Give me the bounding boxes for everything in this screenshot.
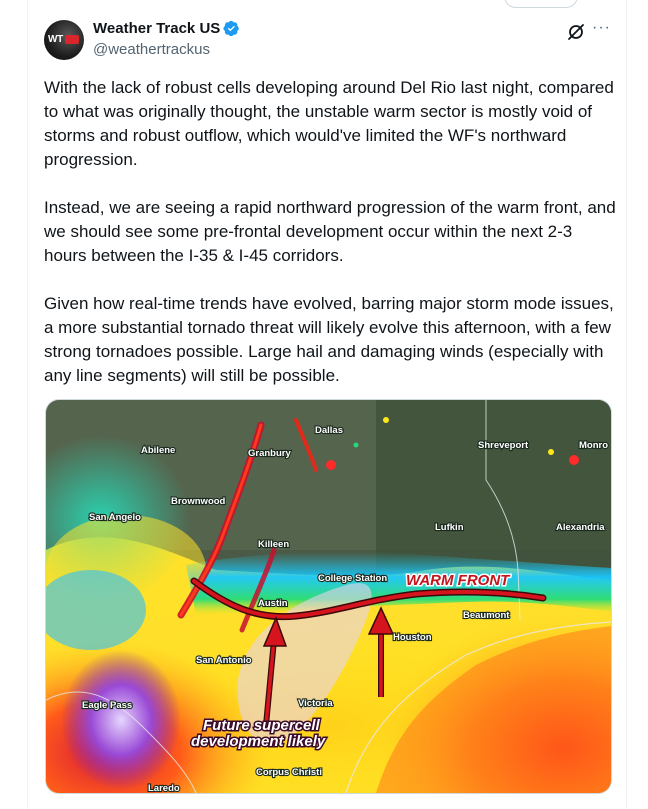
timeline-border-left — [27, 0, 28, 809]
author-name-row[interactable] — [93, 20, 240, 37]
map-label-alexandria: Alexandria — [556, 522, 605, 533]
map-label-corpus-christi: Corpus Christi — [256, 767, 322, 778]
map-label-college-station: College Station — [318, 573, 388, 584]
display-name[interactable]: Weather Track US — [93, 20, 221, 37]
more-icon[interactable]: ··· — [592, 19, 611, 36]
grok-icon[interactable] — [566, 22, 586, 42]
map-label-brownwood: Brownwood — [171, 496, 226, 507]
map-label-san-antonio: San Antonio — [196, 655, 252, 666]
map-label-killeen: Killeen — [258, 539, 290, 550]
map-label-austin: Austin — [258, 598, 288, 609]
map-label-dallas: Dallas — [315, 425, 343, 436]
weather-map — [46, 400, 611, 793]
avatar-logo-accent — [65, 35, 79, 44]
map-label-abilene: Abilene — [141, 445, 176, 456]
map-label-eagle-pass: Eagle Pass — [82, 700, 133, 711]
avatar-logo-text: WT — [48, 34, 63, 45]
map-label-san-angelo: San Angelo — [89, 512, 141, 523]
map-label-laredo: Laredo — [148, 783, 180, 793]
avatar[interactable] — [44, 20, 84, 60]
map-label-shreveport: Shreveport — [478, 440, 529, 451]
map-label-monroe: Monro — [579, 440, 609, 451]
map-label-lufkin: Lufkin — [435, 522, 464, 533]
handle[interactable]: @weathertrackus — [93, 41, 210, 58]
map-label-granbury: Granbury — [248, 448, 291, 459]
show-more-pill[interactable] — [504, 0, 578, 8]
map-label-beaumont: Beaumont — [463, 610, 510, 621]
warm-front-label: WARM FRONT — [406, 572, 510, 589]
map-label-victoria: Victoria — [298, 698, 333, 709]
tweet-text: With the lack of robust cells developing around Del Rio last night, compared to what was originally thought, the unstable warm sector is mostly void of storms and robust outflow, which would've limited the WF's northward progression. Instead, we are seeing a rapid northward progression of the warm front, and we should see some pre-frontal development occur within the next 2-3 hours between the I-35 & I-45 corridors. Given how real-time trends have evolved, barring major storm mode issues, a more substantial tornado threat will likely evolve this afternoon, with a few strong tornadoes possible. Large hail and damaging winds (especially with any line segments) will still be possible. — [44, 78, 616, 385]
timeline-border-right — [626, 0, 627, 809]
verified-badge-icon — [223, 20, 240, 37]
tweet-media-map[interactable] — [45, 399, 612, 794]
supercell-label-line1: Future supercell — [203, 717, 320, 734]
map-label-houston: Houston — [393, 632, 432, 643]
supercell-label-line2: development likely — [191, 733, 326, 750]
